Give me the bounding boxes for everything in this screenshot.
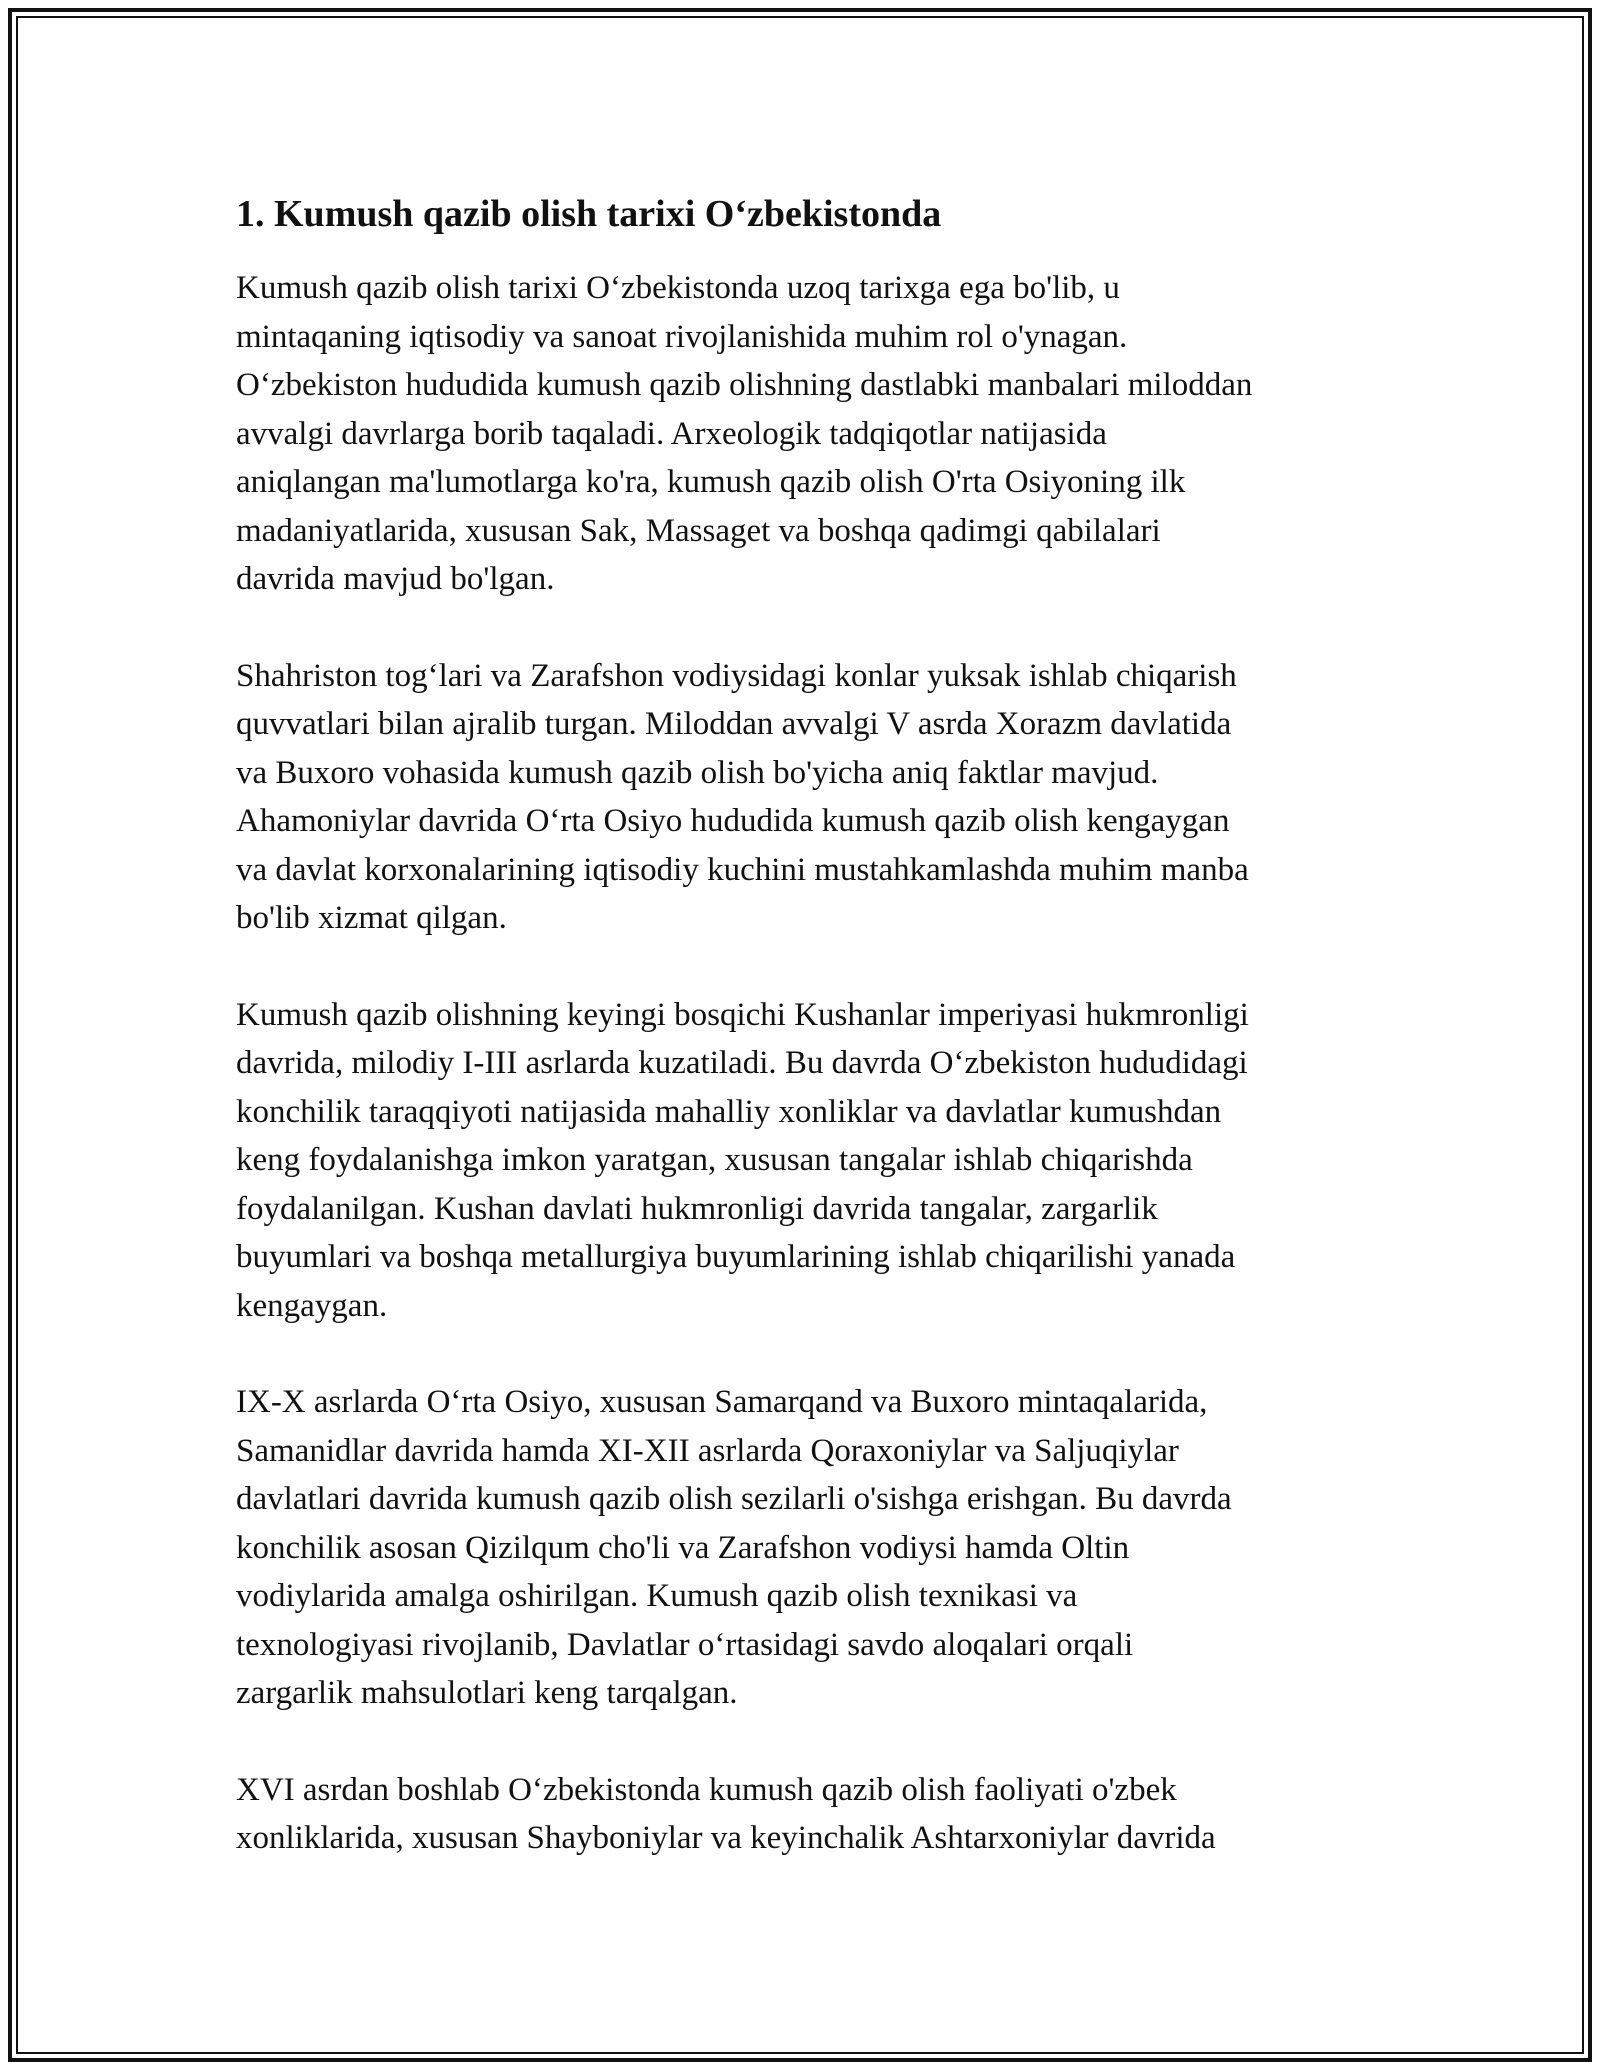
section-heading: 1. Kumush qazib olish tarixi O‘zbekistonda bbox=[236, 193, 942, 235]
paragraph-2: Shahriston tog‘lari va Zarafshon vodiysidagi konlar yuksak ishlab chiqarish quvvatlari bilan ajralib turgan. Miloddan avvalgi V asrda Xorazm davlatida va Buxoro vohasida kumush qazib olish bo'yicha aniq faktlar mavjud. Ahamoniylar davrida O‘rta Osiyo hududida kumush qazib olish kengaygan va davlat korxonalarining iqtisodiy kuchini mustahkamlashda muhim manba bo'lib xizmat qilgan. bbox=[236, 657, 1249, 936]
paragraph-4: IX-X asrlarda O‘rta Osiyo, xususan Samarqand va Buxoro mintaqalarida, Samanidlar davrida hamda XI-XII asrlarda Qoraxoniylar va Saljuqiylar davlatlari davrida kumush qazib olish sezilarli o'sishga erishgan. Bu davrda konchilik asosan Qizilqum cho'li va Zarafshon vodiysi hamda Oltin vodiylarida amalga oshirilgan. Kumush qazib olish texnikasi va texnologiyasi rivojlanib, Davlatlar o‘rtasidagi savdo aloqalari orqali zargarlik mahsulotlari keng tarqalgan. bbox=[236, 1384, 1232, 1711]
paragraph-1: Kumush qazib olish tarixi O‘zbekistonda uzoq tarixga ega bo'lib, u mintaqaning iqtisodiy va sanoat rivojlanishida muhim rol o'ynagan. O‘zbekiston hududida kumush qazib olishning dastlabki manbalari miloddan avvalgi davrlarga borib taqaladi. Arxeologik tadqiqotlar natijasida aniqlangan ma'lumotlarga ko'ra, kumush qazib olish O'rta Osiyoning ilk madaniyatlarida, xususan Sak, Massaget va boshqa qadimgi qabilalari davrida mavjud bo'lgan. bbox=[236, 270, 1253, 597]
paragraph-5: XVI asrdan boshlab O‘zbekistonda kumush qazib olish faoliyati o'zbek xonliklarida, xususan Shayboniylar va keyinchalik Ashtarxoniylar davrida bbox=[236, 1771, 1216, 1856]
document-body bbox=[236, 186, 1376, 1911]
paragraph-3: Kumush qazib olishning keyingi bosqichi Kushanlar imperiyasi hukmronligi davrida, milodiy I-III asrlarda kuzatiladi. Bu davrda O‘zbekiston hududidagi konchilik taraqqiyoti natijasida mahalliy xonliklar va davlatlar kumushdan keng foydalanishga imkon yaratgan, xususan tangalar ishlab chiqarishda foydalanilgan. Kushan davlati hukmronligi davrida tangalar, zargarlik buyumlari va boshqa metallurgiya buyumlarining ishlab chiqarilishi yanada kengaygan. bbox=[236, 996, 1249, 1324]
